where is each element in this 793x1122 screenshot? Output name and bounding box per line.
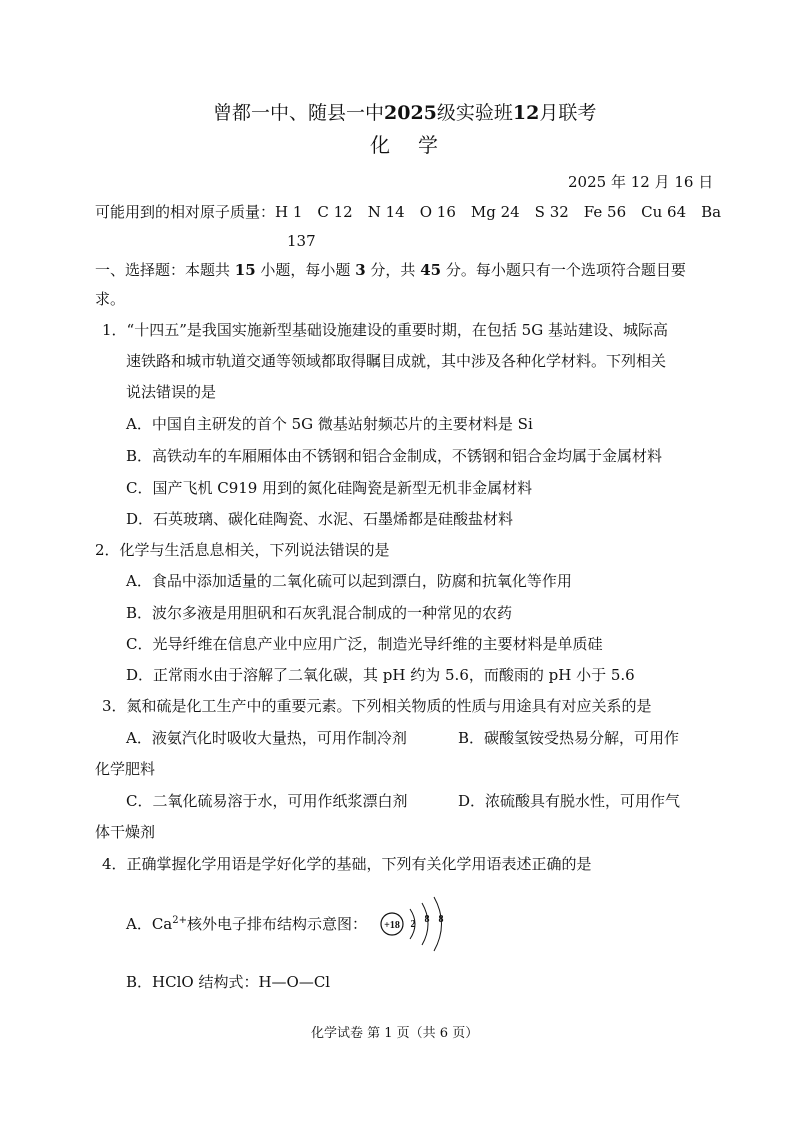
q2-stem: 2．化学与生活息息相关，下列说法错误的是 bbox=[95, 541, 390, 559]
q1-option-d: D．石英玻璃、碳化硅陶瓷、水泥、石墨烯都是硅酸盐材料 bbox=[126, 510, 514, 528]
exam-title: 曾都一中、随县一中2025级实验班12月联考 bbox=[213, 102, 597, 124]
section-header: 一、选择题：本题共 15 小题，每小题 3 分，共 45 分。每小题只有一个选项符合题目要 bbox=[95, 261, 686, 279]
atomic-mass-line2: 137 bbox=[287, 232, 316, 250]
q1-stem-line2: 速铁路和城市轨道交通等领域都取得瞩目成就，其中涉及各种化学材料。下列相关 bbox=[126, 352, 667, 370]
section-header-cont: 求。 bbox=[95, 290, 126, 308]
q1-option-c: C．国产飞机 C919 用到的氮化硅陶瓷是新型无机非金属材料 bbox=[126, 479, 533, 497]
q4-option-a: A．$Ca^{2+}$核外电子排布结构示意图： bbox=[126, 915, 368, 933]
shell-count-1: 2 bbox=[410, 919, 416, 930]
q1-option-b: B．高铁动车的车厢厢体由不锈钢和铝合金制成，不锈钢和铝合金均属于金属材料 bbox=[126, 447, 663, 465]
q3-option-d-cont: 体干燥剂 bbox=[95, 823, 156, 841]
page-footer: 化学试卷 第 1 页（共 6 页） bbox=[311, 1026, 479, 1041]
q2-option-a: A．食品中添加适量的二氧化硫可以起到漂白，防腐和抗氧化等作用 bbox=[126, 572, 572, 590]
exam-date: 2025 年 12 月 16 日 bbox=[568, 173, 714, 191]
subject-title: 化 学 bbox=[370, 133, 438, 157]
electron-shell-diagram bbox=[372, 889, 462, 959]
shell-count-2: 8 bbox=[424, 914, 430, 925]
shell-count-3: 8 bbox=[438, 914, 444, 925]
q3-option-b: B．碳酸氢铵受热易分解，可用作 bbox=[458, 729, 680, 747]
q3-option-b-cont: 化学肥料 bbox=[95, 760, 156, 778]
q2-option-d: D．正常雨水由于溶解了二氧化碳，其 pH 约为 5.6，而酸雨的 pH 小于 5.6 bbox=[126, 666, 635, 684]
q3-option-c: C．二氧化硫易溶于水，可用作纸浆漂白剂 bbox=[126, 792, 408, 810]
q3-stem: 3．氮和硫是化工生产中的重要元素。下列相关物质的性质与用途具有对应关系的是 bbox=[102, 697, 652, 715]
q3-option-d: D．浓硫酸具有脱水性，可用作气 bbox=[458, 792, 681, 810]
nucleus-charge: +18 bbox=[384, 920, 400, 931]
q2-option-b: B．波尔多液是用胆矾和石灰乳混合制成的一种常见的农药 bbox=[126, 604, 513, 622]
q4-option-b: B．HClO 结构式：H—O—Cl bbox=[126, 973, 331, 991]
q3-option-a: A．液氨汽化时吸收大量热，可用作制冷剂 bbox=[126, 729, 407, 747]
q4-stem: 4．正确掌握化学用语是学好化学的基础，下列有关化学用语表述正确的是 bbox=[102, 855, 592, 873]
q1-stem-line3: 说法错误的是 bbox=[126, 383, 217, 401]
q1-stem-line1: 1．“十四五”是我国实施新型基础设施建设的重要时期，在包括 5G 基站建设、城际高 bbox=[102, 321, 668, 339]
q1-option-a: A．中国自主研发的首个 5G 微基站射频芯片的主要材料是 Si bbox=[126, 415, 533, 433]
atomic-mass-line1: 可能用到的相对原子质量：H 1 C 12 N 14 O 16 Mg 24 S 32 Fe 56 Cu 64 Ba bbox=[95, 203, 722, 221]
q2-option-c: C．光导纤维在信息产业中应用广泛，制造光导纤维的主要材料是单质硅 bbox=[126, 635, 603, 653]
